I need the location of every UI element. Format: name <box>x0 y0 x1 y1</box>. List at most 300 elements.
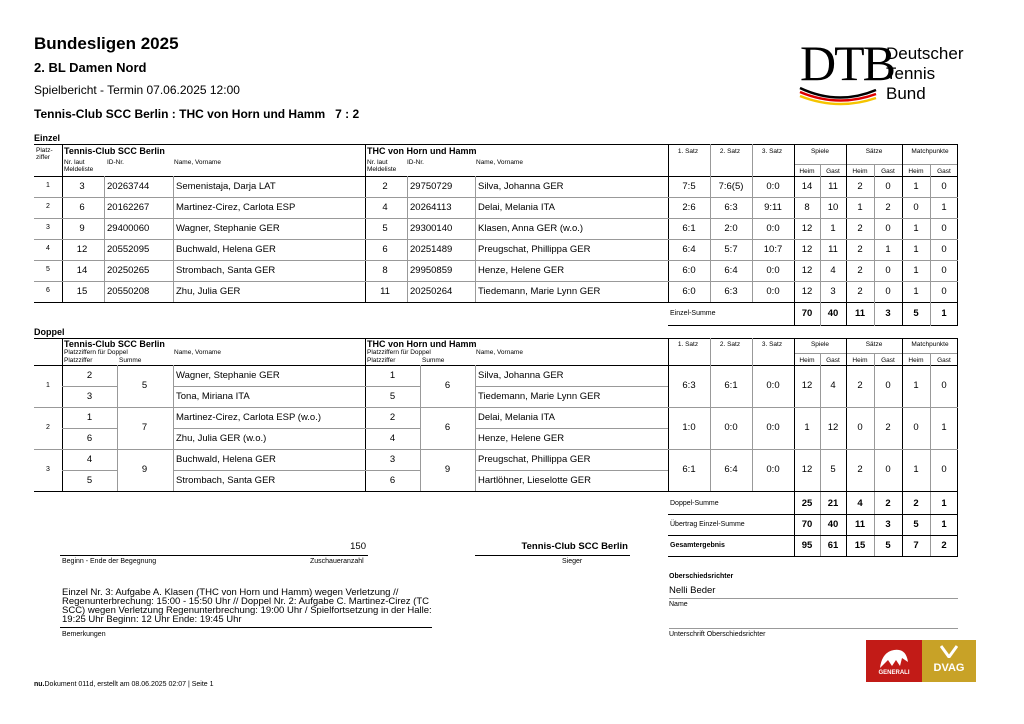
col-divider <box>752 176 753 197</box>
col-divider <box>173 407 174 449</box>
col-divider <box>752 281 753 302</box>
col-divider <box>752 365 753 407</box>
dset2: 0:0 <box>724 422 738 433</box>
doppel-table <box>34 338 958 558</box>
carry-th: 11 <box>854 519 866 530</box>
row-platz: 6 <box>46 287 50 294</box>
games-home: 12 <box>801 223 813 234</box>
games-guest: 1 <box>830 223 836 234</box>
games-home: 14 <box>801 181 813 192</box>
col-divider <box>173 197 174 218</box>
dset3: 0:0 <box>766 464 780 475</box>
home-name: Martinez-Cirez, Carlota ESP <box>176 202 296 213</box>
guest-id: 20264113 <box>410 202 452 213</box>
page-title: Bundesligen 2025 <box>34 34 179 53</box>
guest-pz1: 1 <box>389 370 396 381</box>
sets-home: 2 <box>857 181 863 192</box>
guest-name: Delai, Melania ITA <box>478 202 555 213</box>
home-nr: 15 <box>76 286 88 297</box>
col-divider <box>173 176 174 197</box>
col-divider <box>173 260 174 281</box>
dgames-home: 1 <box>804 422 810 433</box>
col-divider <box>710 218 711 239</box>
d-hdr-spiele: Spiele <box>810 341 830 348</box>
home-name: Semenistaja, Darja LAT <box>176 181 276 192</box>
col-divider <box>930 365 931 407</box>
home-pz1: 4 <box>86 454 93 465</box>
col-divider <box>752 407 753 449</box>
col-divider <box>173 218 174 239</box>
dmp-home: 0 <box>913 422 919 433</box>
set2: 5:7 <box>724 244 738 255</box>
d-hdr-spiele-heim: Heim <box>799 357 815 364</box>
dsum-mg: 1 <box>941 498 947 509</box>
guest-pz2: 6 <box>389 475 396 486</box>
drow-platz: 1 <box>46 382 50 389</box>
sets-home: 2 <box>857 286 863 297</box>
home-id: 20162267 <box>107 202 150 213</box>
col-divider <box>117 407 118 449</box>
dset3: 0:0 <box>766 422 780 433</box>
col-divider <box>420 407 421 449</box>
d-hdr-pz-doppel-guest: Platzziffern für Doppel <box>367 349 431 356</box>
carry-sh: 70 <box>801 519 813 530</box>
dgames-home: 12 <box>801 380 813 391</box>
d-hdr-team-home: Tennis-Club SCC Berlin <box>64 339 165 349</box>
doppel-sum-label: Doppel-Summe <box>670 500 719 507</box>
d-hdr-mp-heim: Heim <box>908 357 924 364</box>
einzel-sum-sg: 40 <box>827 308 839 319</box>
col-divider <box>752 218 753 239</box>
generali-text: GENERALI <box>878 670 910 676</box>
dmp-guest: 0 <box>941 380 947 391</box>
guest-nr: 5 <box>382 223 388 234</box>
home-id: 20550208 <box>107 286 150 297</box>
label-signature: Unterschrift Oberschiedsrichter <box>669 631 766 638</box>
dset1: 6:1 <box>682 464 696 475</box>
dtb-line2: Tennis Bund <box>886 64 936 103</box>
col-divider <box>930 353 931 365</box>
total-sh: 95 <box>801 540 813 551</box>
set2: 6:3 <box>724 202 738 213</box>
flag-swoosh-icon <box>798 84 878 106</box>
guest-sum: 6 <box>444 422 451 433</box>
sets-guest: 0 <box>885 265 891 276</box>
hdr-saetze-gast: Gast <box>881 168 895 175</box>
spectator-count: 150 <box>350 541 366 552</box>
doc-prefix: nu. <box>34 681 45 688</box>
col-divider <box>820 260 821 281</box>
dset3: 0:0 <box>766 380 780 391</box>
sets-guest: 0 <box>885 223 891 234</box>
hdr-mp-heim: Heim <box>908 168 924 175</box>
sets-guest: 1 <box>885 244 891 255</box>
total-label: Gesamtergebnis <box>670 542 725 549</box>
guest-id: 29750729 <box>410 181 453 192</box>
col-divider <box>173 365 174 407</box>
col-divider <box>407 260 408 281</box>
home-nr: 9 <box>79 223 85 234</box>
mp-home: 1 <box>913 181 919 192</box>
col-divider <box>475 407 476 449</box>
einzel-section-title: Einzel <box>34 133 61 143</box>
games-guest: 4 <box>830 265 836 276</box>
hdr-spiele-gast: Gast <box>826 168 840 175</box>
home-nr: 6 <box>79 202 85 213</box>
drow-platz: 2 <box>46 424 50 431</box>
dsum-th: 4 <box>857 498 863 509</box>
guest-player1: Delai, Melania ITA <box>478 412 555 423</box>
sub-divider <box>475 470 668 471</box>
col-divider <box>104 176 105 197</box>
col-divider <box>930 164 931 176</box>
set1: 2:6 <box>682 202 696 213</box>
referee-name: Nelli Beder <box>669 585 716 596</box>
sets-guest: 2 <box>885 202 891 213</box>
col-divider <box>420 449 421 491</box>
games-guest: 3 <box>830 286 836 297</box>
col-divider <box>930 281 931 302</box>
sponsor-logo <box>866 640 976 682</box>
guest-nr: 8 <box>382 265 388 276</box>
mp-guest: 0 <box>941 286 947 297</box>
guest-player1: Silva, Johanna GER <box>478 370 564 381</box>
guest-player2: Tiedemann, Marie Lynn GER <box>478 391 601 402</box>
guest-name: Klasen, Anna GER (w.o.) <box>478 223 584 234</box>
total-mg: 2 <box>941 540 947 551</box>
sets-guest: 0 <box>885 181 891 192</box>
col-divider <box>420 365 421 407</box>
total-sg: 61 <box>827 540 839 551</box>
col-divider <box>710 176 711 197</box>
set1: 6:4 <box>682 244 696 255</box>
col-divider <box>930 407 931 449</box>
col-divider <box>407 281 408 302</box>
home-player1: Wagner, Stephanie GER <box>176 370 280 381</box>
dsum-tg: 2 <box>885 498 891 509</box>
dmp-guest: 0 <box>941 464 947 475</box>
match-title: Tennis-Club SCC Berlin : THC von Horn und Hamm 7 : 2 <box>34 107 360 121</box>
col-divider <box>874 197 875 218</box>
dsets-home: 2 <box>857 464 863 475</box>
label-spectators: Zuschaueranzahl <box>310 558 364 565</box>
d-hdr-pz-home: Platzziffer <box>64 357 93 364</box>
hdr-saetze: Sätze <box>865 148 883 155</box>
col-divider <box>710 260 711 281</box>
col-divider <box>710 144 711 176</box>
col-divider <box>820 365 821 407</box>
d-hdr-satz1: 1. Satz <box>677 341 699 348</box>
col-divider <box>475 281 476 302</box>
sub-divider <box>62 428 117 429</box>
mp-guest: 1 <box>941 202 947 213</box>
set1: 6:0 <box>682 265 696 276</box>
d-hdr-mp-gast: Gast <box>937 357 951 364</box>
dsum-sh: 25 <box>801 498 813 509</box>
hdr-platz: Platz- ziffer <box>36 147 53 161</box>
sets-home: 2 <box>857 244 863 255</box>
dvag-logo <box>922 640 976 682</box>
home-player1: Martinez-Cirez, Carlota ESP (w.o.) <box>176 412 322 423</box>
sub-divider <box>173 470 365 471</box>
games-guest: 11 <box>828 181 838 192</box>
sub-divider <box>365 386 420 387</box>
col-divider <box>475 176 476 197</box>
col-divider <box>752 197 753 218</box>
col-divider <box>475 218 476 239</box>
set2: 6:4 <box>724 265 738 276</box>
remarks-text: Einzel Nr. 3: Aufgabe A. Klasen (THC von Horn und Hamm) wegen Verletzung // Regenunterbrechung: 15:00 - 15:50 Uhr // Doppel Nr. 2: Aufgabe C. Martinez-Cirez (TC SCC) wegen Verletzung Regenunterbrechung: 19:00 Uhr / Spielfortsetzung in der Halle: 19:25 Uhr Beginn: 12 Uhr Ende: 19:45 Uhr <box>62 587 432 625</box>
col-divider <box>820 197 821 218</box>
hdr-satz2: 2. Satz <box>719 148 741 155</box>
col-divider <box>930 218 931 239</box>
col-divider <box>475 197 476 218</box>
col-divider <box>104 239 105 260</box>
home-id: 20263744 <box>107 181 150 192</box>
col-divider <box>710 338 711 365</box>
carry-mh: 5 <box>913 519 919 530</box>
einzel-sum-mg: 1 <box>941 308 947 319</box>
home-name: Strombach, Santa GER <box>176 265 276 276</box>
einzel-sum-th: 11 <box>854 308 866 319</box>
home-player2: Strombach, Santa GER <box>176 475 276 486</box>
dgames-guest: 5 <box>830 464 836 475</box>
dset2: 6:4 <box>724 464 738 475</box>
dset1: 1:0 <box>682 422 696 433</box>
guest-name: Preugschat, Phillippa GER <box>478 244 591 255</box>
col-divider <box>820 407 821 449</box>
set3: 0:0 <box>766 286 780 297</box>
guest-player2: Henze, Helene GER <box>478 433 565 444</box>
col-divider <box>820 353 821 365</box>
set3: 10:7 <box>763 244 783 255</box>
col-divider <box>104 218 105 239</box>
d-hdr-pz-doppel-home: Platzziffern für Doppel <box>64 349 128 356</box>
sets-guest: 0 <box>885 286 891 297</box>
col-divider <box>104 260 105 281</box>
home-pz1: 1 <box>86 412 93 423</box>
label-remarks: Bemerkungen <box>62 631 106 638</box>
mp-home: 1 <box>913 223 919 234</box>
sub-divider <box>173 428 365 429</box>
sets-home: 2 <box>857 223 863 234</box>
row-platz: 5 <box>46 266 50 273</box>
generali-logo <box>866 640 922 682</box>
set3: 0:0 <box>766 265 780 276</box>
sub-divider <box>475 386 668 387</box>
hdr-matchpunkte: Matchpunkte <box>911 148 949 155</box>
col-divider <box>820 449 821 491</box>
col-divider <box>710 239 711 260</box>
games-guest: 10 <box>827 202 839 213</box>
carry-mg: 1 <box>941 519 947 530</box>
einzel-sum-mh: 5 <box>913 308 919 319</box>
col-divider <box>874 281 875 302</box>
d-hdr-spiele-gast: Gast <box>826 357 840 364</box>
doppel-section-title: Doppel <box>34 327 65 337</box>
col-divider <box>752 239 753 260</box>
col-divider <box>874 260 875 281</box>
mp-home: 1 <box>913 244 919 255</box>
col-divider <box>710 449 711 491</box>
col-divider <box>475 449 476 491</box>
hdr-satz3: 3. Satz <box>761 148 783 155</box>
dsets-guest: 2 <box>885 422 891 433</box>
d-hdr-saetze: Sätze <box>865 341 883 348</box>
d-hdr-summe-guest: Summe <box>422 357 445 364</box>
hdr-saetze-heim: Heim <box>852 168 868 175</box>
row-platz: 1 <box>46 182 50 189</box>
hdr-name-home: Name, Vorname <box>174 159 221 166</box>
col-divider <box>874 176 875 197</box>
dsets-home: 0 <box>857 422 863 433</box>
dsets-guest: 0 <box>885 380 891 391</box>
col-divider <box>752 260 753 281</box>
home-id: 29400060 <box>107 223 150 234</box>
col-divider <box>173 281 174 302</box>
dsum-sg: 21 <box>827 498 839 509</box>
col-divider <box>752 144 753 176</box>
col-divider <box>820 176 821 197</box>
einzel-sum-label: Einzel-Summe <box>670 310 716 317</box>
hdr-spiele-heim: Heim <box>799 168 815 175</box>
home-sum: 9 <box>141 464 148 475</box>
einzel-sum-sh: 70 <box>801 308 813 319</box>
label-begin-end: Beginn - Ende der Begegnung <box>62 558 157 565</box>
mp-home: 0 <box>913 202 919 213</box>
col-divider <box>710 365 711 407</box>
home-player2: Zhu, Julia GER (w.o.) <box>176 433 267 444</box>
home-sum: 7 <box>141 422 148 433</box>
total-tg: 5 <box>885 540 891 551</box>
d-hdr-satz3: 3. Satz <box>761 341 783 348</box>
guest-nr: 4 <box>382 202 388 213</box>
label-name: Name <box>669 601 688 608</box>
row-platz: 2 <box>46 203 50 210</box>
d-hdr-name-guest: Name, Vorname <box>476 349 523 356</box>
dgames-guest: 4 <box>830 380 836 391</box>
guest-nr: 2 <box>382 181 388 192</box>
col-divider <box>820 164 821 176</box>
d-hdr-satz2: 2. Satz <box>719 341 741 348</box>
dtb-line1: Deutscher <box>886 44 964 63</box>
guest-nr: 6 <box>382 244 388 255</box>
col-divider <box>407 176 408 197</box>
col-divider <box>874 353 875 365</box>
games-home: 12 <box>801 286 813 297</box>
col-divider <box>173 449 174 491</box>
guest-id: 20250264 <box>410 286 453 297</box>
guest-name: Tiedemann, Marie Lynn GER <box>478 286 601 297</box>
total-th: 15 <box>854 540 866 551</box>
home-pz2: 3 <box>86 391 93 402</box>
guest-name: Henze, Helene GER <box>478 265 565 276</box>
d-hdr-saetze-heim: Heim <box>852 357 868 364</box>
set3: 0:0 <box>766 223 780 234</box>
einzel-table <box>34 144 958 326</box>
guest-player1: Preugschat, Phillippa GER <box>478 454 591 465</box>
sub-divider <box>475 428 668 429</box>
hdr-team-home: Tennis-Club SCC Berlin <box>64 146 165 156</box>
mp-guest: 0 <box>941 181 947 192</box>
col-divider <box>475 239 476 260</box>
col-divider <box>117 449 118 491</box>
hdr-nr-home: Nr. laut Meldeliste <box>64 159 94 173</box>
col-divider <box>475 260 476 281</box>
col-divider <box>475 365 476 407</box>
dsets-guest: 0 <box>885 464 891 475</box>
hdr-nr-guest: Nr. laut Meldeliste <box>367 159 397 173</box>
drow-platz: 3 <box>46 466 50 473</box>
col-divider <box>117 365 118 407</box>
guest-player2: Hartlöhner, Lieselotte GER <box>478 475 592 486</box>
col-divider <box>930 197 931 218</box>
games-home: 8 <box>804 202 810 213</box>
dvag-text: DVAG <box>933 662 965 674</box>
col-divider <box>820 218 821 239</box>
col-divider <box>173 239 174 260</box>
set1: 6:1 <box>682 223 696 234</box>
set2: 2:0 <box>724 223 738 234</box>
dset2: 6:1 <box>724 380 738 391</box>
set1: 7:5 <box>682 181 696 192</box>
home-pz1: 2 <box>86 370 93 381</box>
dmp-home: 1 <box>913 380 919 391</box>
guest-nr: 11 <box>380 286 390 297</box>
set1: 6:0 <box>682 286 696 297</box>
dsum-mh: 2 <box>913 498 919 509</box>
home-name: Buchwald, Helena GER <box>176 244 276 255</box>
games-guest: 11 <box>828 244 838 255</box>
report-title: Spielbericht - Termin 07.06.2025 12:00 <box>34 83 240 97</box>
dsets-home: 2 <box>857 380 863 391</box>
guest-pz1: 3 <box>389 454 396 465</box>
col-divider <box>874 218 875 239</box>
col-divider <box>874 449 875 491</box>
d-hdr-team-guest: THC von Horn und Hamm <box>367 339 477 349</box>
home-player2: Tona, Miriana ITA <box>176 391 250 402</box>
set3: 9:11 <box>764 202 782 213</box>
col-divider <box>930 260 931 281</box>
mp-guest: 0 <box>941 223 947 234</box>
hdr-satz1: 1. Satz <box>677 148 699 155</box>
col-divider <box>710 407 711 449</box>
label-winner: Sieger <box>562 558 583 565</box>
col-divider <box>874 239 875 260</box>
set3: 0:0 <box>766 181 780 192</box>
dgames-guest: 12 <box>827 422 839 433</box>
home-sum: 5 <box>141 380 148 391</box>
games-home: 12 <box>801 265 813 276</box>
col-divider <box>874 407 875 449</box>
sub-divider <box>62 470 117 471</box>
d-hdr-name-home: Name, Vorname <box>174 349 221 356</box>
home-pz2: 6 <box>86 433 93 444</box>
doc-info-text: Dokument 011d, erstellt am 08.06.2025 02:07 | Seite 1 <box>44 681 214 688</box>
mp-home: 1 <box>913 286 919 297</box>
sets-home: 1 <box>857 202 863 213</box>
col-divider <box>930 239 931 260</box>
dgames-home: 12 <box>801 464 813 475</box>
col-divider <box>752 338 753 365</box>
row-platz: 4 <box>46 245 50 252</box>
d-hdr-saetze-gast: Gast <box>881 357 895 364</box>
col-divider <box>710 197 711 218</box>
einzel-sum-tg: 3 <box>885 308 891 319</box>
home-nr: 3 <box>79 181 85 192</box>
dtb-letters: DTB <box>800 35 894 91</box>
home-name: Wagner, Stephanie GER <box>176 223 280 234</box>
